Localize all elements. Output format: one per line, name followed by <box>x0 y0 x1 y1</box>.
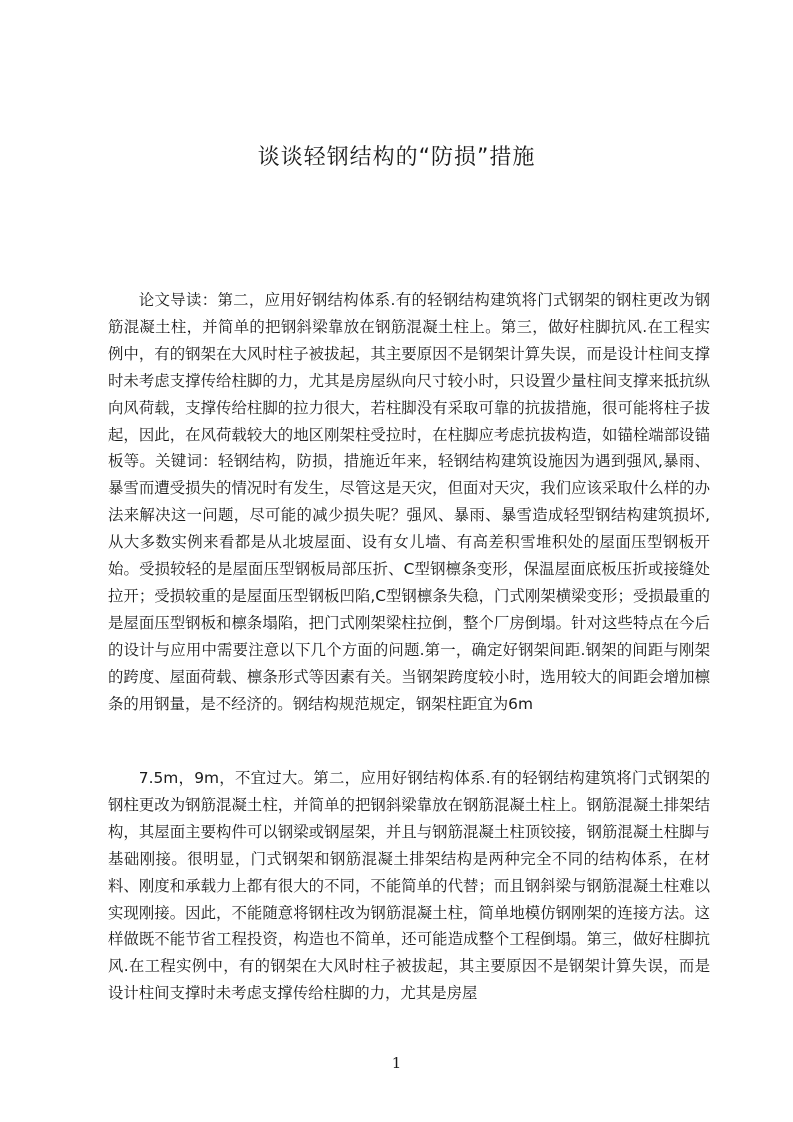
body-paragraph-2: 7.5m，9m，不宜过大。第二，应用好钢结构体系.有的轻钢结构建筑将门式钢架的钢柱更改为钢筋混凝土柱，并简单的把钢斜梁靠放在钢筋混凝土柱上。钢筋混凝土排架结构，其屋面主要构件可以钢梁或钢屋架，并且与钢筋混凝土柱顶铰接，钢筋混凝土柱脚与基础刚接。很明显，门式钢架和钢筋混凝土排架结构是两种完全不同的结构体系，在材料、刚度和承载力上都有很大的不同，不能简单的代替；而且钢斜梁与钢筋混凝土柱难以实现刚接。因此，不能随意将钢柱改为钢筋混凝土柱，简单地模仿钢刚架的连接方法。这样做既不能节省工程投资，构造也不简单，还可能造成整个工程倒塌。第三，做好柱脚抗风.在工程实例中，有的钢架在大风时柱子被拔起，其主要原因不是钢架计算失误，而是设计柱间支撑时未考虑支撑传给柱脚的力，尤其是房屋 <box>108 769 710 1003</box>
document-title: 谈谈轻钢结构的“防损”措施 <box>257 145 536 170</box>
body-paragraph-1: 论文导读：第二，应用好钢结构体系.有的轻钢结构建筑将门式钢架的钢柱更改为钢筋混凝土柱，并简单的把钢斜梁靠放在钢筋混凝土柱上。第三，做好柱脚抗风.在工程实例中，有的钢架在大风时柱子被拔起，其主要原因不是钢架计算失误，而是设计柱间支撑时未考虑支撑传给柱脚的力，尤其是房屋纵向尺寸较小时，只设置少量柱间支撑来抵抗纵向风荷载，支撑传给柱脚的拉力很大，若柱脚没有采取可靠的抗拔措施，很可能将柱子拔起，因此，在风荷载较大的地区刚架柱受拉时，在柱脚应考虑抗拔构造，如锚栓端部设锚板等。关键词：轻钢结构，防损，措施近年来，轻钢结构建筑设施因为遇到强风,暴雨、暴雪而遭受损失的情况时有发生，尽管这是天灾，但面对天灾，我们应该采取什么样的办法来解决这一问题，尽可能的减少损失呢？强风、暴雨、暴雪造成轻型钢结构建筑损坏,从大多数实例来看都是从北坡屋面、设有女儿墙、有高差积雪堆积处的屋面压型钢板开始。受损较轻的是屋面压型钢板局部压折、C型钢檩条变形，保温屋面底板压折或接缝处拉开；受损较重的是屋面压型钢板凹陷,C型钢檩条失稳，门式刚架横梁变形；受损最重的是屋面压型钢板和檩条塌陷，把门式刚架梁柱拉倒，整个厂房倒塌。针对这些特点在今后的设计与应用中需要注意以下几个方面的问题.第一，确定好钢架间距.钢架的间距与刚架的跨度、屋面荷载、檩条形式等因素有关。当钢架跨度较小时，选用较大的间距会增加檩条的用钢量，是不经济的。钢结构规范规定，钢架柱距宜为6m <box>108 291 710 713</box>
page-number: 1 <box>391 1054 402 1072</box>
